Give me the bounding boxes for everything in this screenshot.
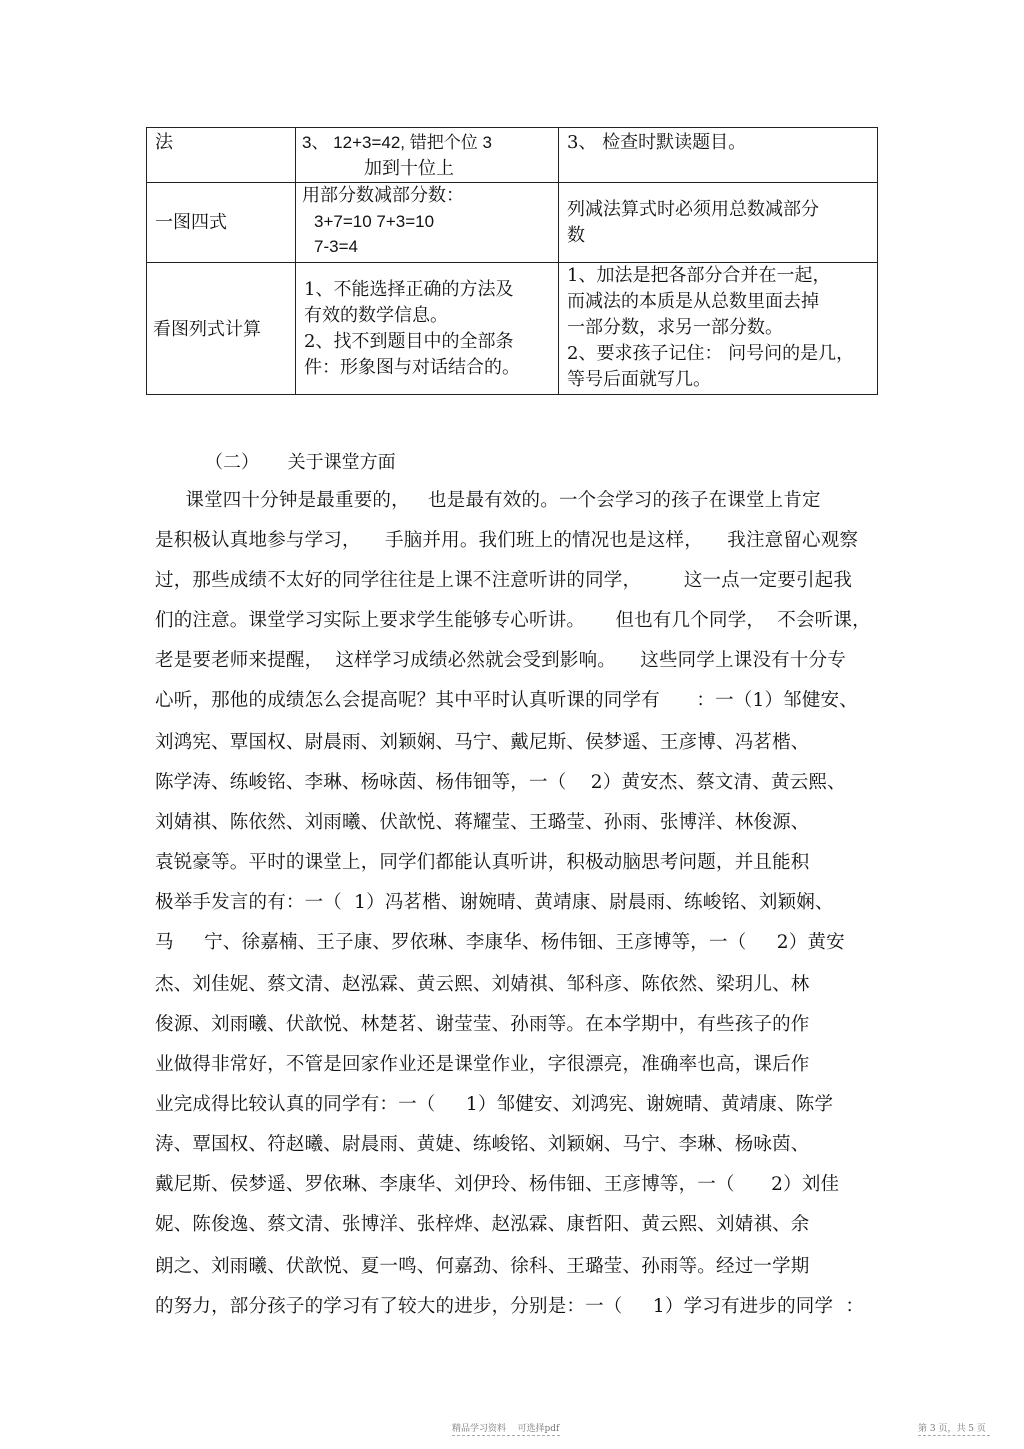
error-cell-line: 1、不能选择正确的方法及 [304, 279, 514, 300]
paragraph-line: 俊源、刘雨曦、伏歆悦、林楚茗、谢莹莹、孙雨等。在本学期中，有些孩子的作 [155, 1014, 810, 1035]
remedy-cell-line: 而减法的本质是从总数里面去掉 [567, 291, 819, 312]
error-cell-line: 3+7=10 7+3=10 [314, 212, 435, 231]
remedy-cell-line: 1、加法是把各部分合并在一起， [567, 265, 831, 286]
paragraph-line: 业完成得比较认真的同学有：一（ 1）邹健安、刘鸿宪、谢婉晴、黄靖康、陈学 [155, 1094, 834, 1115]
paragraph-line: 刘鸿宪、覃国权、尉晨雨、刘颖娴、马宁、戴尼斯、侯梦遥、王彦博、冯茗楷、 [155, 732, 810, 753]
remedy-cell-line: 列减法算式时必须用总数减部分 [567, 199, 819, 220]
paragraph-line: 刘婧祺、陈依然、刘雨曦、伏歆悦、蒋耀莹、王璐莹、孙雨、张博洋、林俊源、 [155, 812, 810, 833]
footer-divider [918, 1435, 990, 1436]
error-cell-line: 有效的数学信息。 [304, 305, 448, 326]
paragraph-line: 马 宁、徐嘉楠、王子康、罗依琳、李康华、杨伟钿、王彦博等，一（ 2）黄安 [155, 932, 845, 953]
paragraph-line: 们的注意。课堂学习实际上要求学生能够专心听讲。 但也有几个同学， 不会听课， [155, 610, 871, 631]
error-cell-line: 用部分数减部分数： [302, 185, 464, 206]
paragraph-line: 老是要老师来提醒， 这样学习成绩必然就会受到影响。 这些同学上课没有十分专 [155, 650, 846, 671]
footer-watermark: 精品学习资料 可选择pdf [452, 1424, 560, 1434]
paragraph-line: 是积极认真地参与学习， 手脑并用。我们班上的情况也是这样， 我注意留心观察 [155, 530, 859, 551]
remedy-cell-line: 2、要求孩子记住： 问号问的是几， [567, 343, 855, 364]
paragraph-line: 戴尼斯、侯梦遥、罗依琳、李康华、刘伊玲、杨伟钿、王彦博等，一（ 2）刘佳 [155, 1174, 840, 1195]
paragraph-line: 过，那些成绩不太好的同学往往是上课不注意听讲的同学， 这一点一定要引起我 [155, 570, 853, 591]
category-cell: 一图四式 [155, 212, 227, 233]
error-cell-line: 2、找不到题目中的全部条 [304, 331, 514, 352]
error-cell-line: 3、 12+3=42, 错把个位 3 [302, 133, 492, 152]
paragraph-line: 妮、陈俊逸、蔡文清、张博洋、张梓烨、赵泓霖、康哲阳、黄云熙、刘婧祺、余 [155, 1214, 810, 1235]
paragraph-line: 陈学涛、练峻铭、李琳、杨咏茵、杨伟钿等，一（ 2）黄安杰、蔡文清、黄云熙、 [155, 772, 846, 793]
remedy-cell-line: 一部分数，求另一部分数。 [567, 317, 783, 338]
error-cell-line: 加到十位上 [364, 158, 454, 179]
error-analysis-table [146, 127, 878, 395]
table-row [147, 263, 878, 395]
paragraph-line: 业做得非常好，不管是回家作业还是课堂作业，字很漂亮，准确率也高，课后作 [155, 1054, 810, 1075]
paragraph-line: 的努力，部分孩子的学习有了较大的进步，分别是：一（ 1）学习有进步的同学 ： [155, 1296, 865, 1317]
paragraph-line: 袁锐豪等。平时的课堂上，同学们都能认真听讲，积极动脑思考问题，并且能积 [155, 852, 810, 873]
page-number: 第 3 页，共 5 页 [918, 1424, 986, 1434]
remedy-cell-line: 等号后面就写几。 [567, 369, 711, 390]
remedy-cell-line: 数 [567, 225, 585, 246]
paragraph-line: 杰、刘佳妮、蔡文清、赵泓霖、黄云熙、刘婧祺、邹科彦、陈依然、梁玥儿、林 [155, 974, 810, 995]
paragraph-line: 课堂四十分钟是最重要的， 也是最有效的。一个会学习的孩子在课堂上肯定 [155, 490, 821, 511]
paragraph-line: 朗之、刘雨曦、伏歆悦、夏一鸣、何嘉劲、徐科、王璐莹、孙雨等。经过一学期 [155, 1256, 810, 1277]
paragraph-line: 极举手发言的有：一（ 1）冯茗楷、谢婉晴、黄靖康、尉晨雨、练峻铭、刘颖娴、 [155, 892, 834, 913]
category-cell: 看图列式计算 [153, 319, 261, 340]
paragraph-line: 心听，那他的成绩怎么会提高呢？其中平时认真听课的同学有 ：一（1）邹健安、 [155, 690, 858, 711]
error-cell-line: 7-3=4 [314, 237, 358, 256]
table-row [147, 183, 878, 263]
remedy-cell-line: 3、 检查时默读题目。 [567, 132, 747, 153]
footer-divider [452, 1435, 560, 1436]
table-row [147, 128, 878, 183]
error-cell-line: 件：形象图与对话结合的。 [304, 357, 520, 378]
category-cell: 法 [155, 132, 173, 153]
section-heading: （二） 关于课堂方面 [205, 452, 396, 473]
paragraph-line: 涛、覃国权、符赵曦、尉晨雨、黄婕、练峻铭、刘颖娴、马宁、李琳、杨咏茵、 [155, 1134, 810, 1155]
